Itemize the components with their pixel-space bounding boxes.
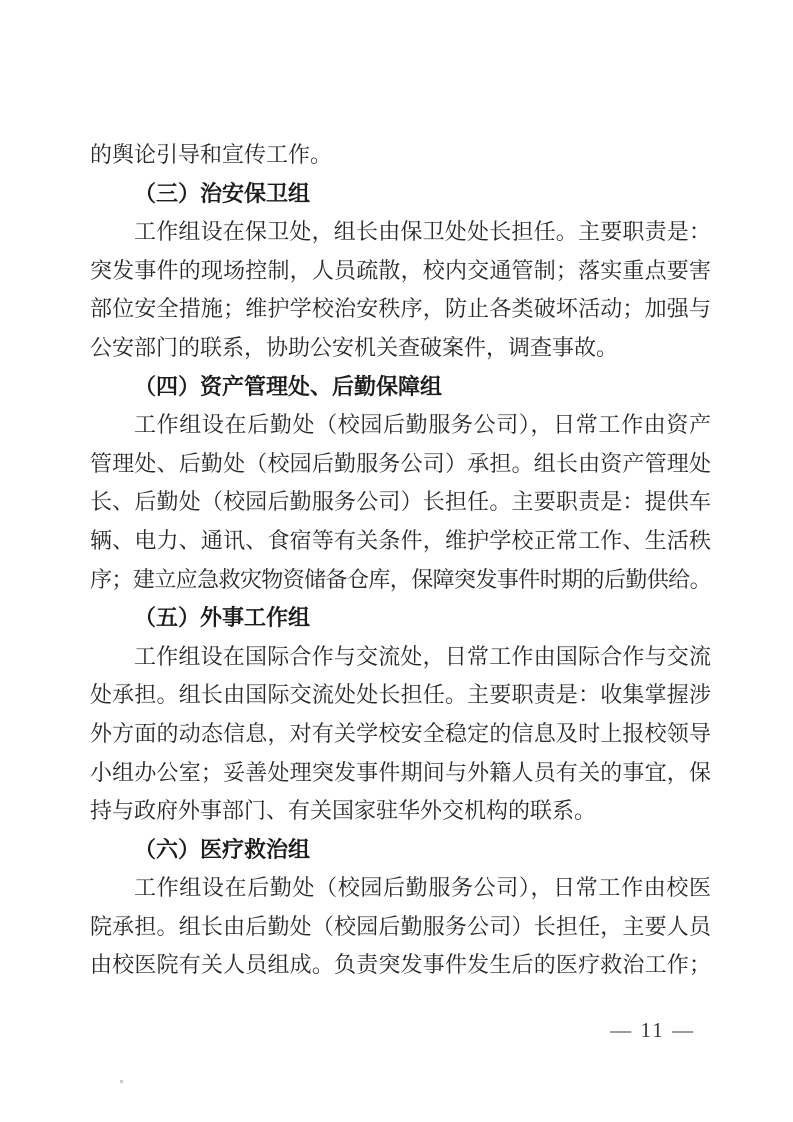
section-heading: （四）资产管理处、后勤保障组	[134, 373, 443, 399]
text-line: 院承担。组长由后勤处（校园后勤服务公司）长担任，主要人员	[90, 913, 711, 939]
scan-speck-artifact	[120, 1080, 123, 1083]
text-line: 持与政府外事部门、有关国家驻华外交机构的联系。	[90, 798, 597, 824]
text-line: 由校医院有关人员组成。负责突发事件发生后的医疗救治工作；	[90, 952, 711, 978]
section-heading: （三）治安保卫组	[134, 180, 311, 206]
text-line: 部位安全措施；维护学校治安秩序，防止各类破坏活动；加强与	[90, 296, 711, 322]
text-line: 序；建立应急救灾物资储备仓库，保障突发事件时期的后勤供给。	[90, 566, 711, 592]
text-line: 工作组设在保卫处，组长由保卫处处长担任。主要职责是：	[134, 219, 711, 245]
section-heading: （六）医疗救治组	[134, 836, 311, 862]
text-line: 长、后勤处（校园后勤服务公司）长担任。主要职责是：提供车	[90, 489, 711, 515]
text-line: 处承担。组长由国际交流处处长担任。主要职责是：收集掌握涉	[90, 682, 711, 708]
text-line: 外方面的动态信息，对有关学校安全稳定的信息及时上报校领导	[90, 720, 711, 746]
text-line: 工作组设在后勤处（校园后勤服务公司），日常工作由校医	[134, 875, 711, 901]
text-line: 的舆论引导和宣传工作。	[90, 142, 333, 167]
text-line: 辆、电力、通讯、食宿等有关条件，维护学校正常工作、生活秩	[90, 527, 711, 553]
page-number: — 11 —	[610, 1018, 695, 1042]
text-line: 管理处、后勤处（校园后勤服务公司）承担。组长由资产管理处	[90, 450, 711, 476]
text-line: 工作组设在后勤处（校园后勤服务公司），日常工作由资产	[134, 412, 711, 438]
text-line: 工作组设在国际合作与交流处，日常工作由国际合作与交流	[134, 643, 711, 669]
text-block	[90, 136, 711, 985]
section-heading: （五）外事工作组	[134, 605, 311, 631]
text-line: 小组办公室；妥善处理突发事件期间与外籍人员有关的事宜，保	[90, 759, 711, 785]
text-line: 公安部门的联系，协助公安机关查破案件，调查事故。	[90, 334, 619, 360]
text-line: 突发事件的现场控制，人员疏散，校内交通管制；落实重点要害	[90, 257, 711, 283]
